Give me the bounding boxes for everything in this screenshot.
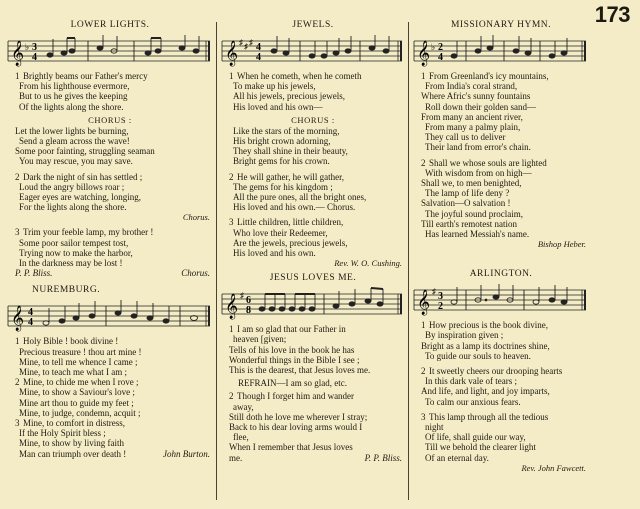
lyric-line: heaven [given; (233, 334, 287, 345)
lyric-line: Till we behold the clearer light (425, 442, 536, 453)
lyric-line: His loved and his own. (233, 248, 316, 259)
lyric-line: Mine, to judge, condemn, acquit ; (19, 407, 141, 418)
lyric-line: Like the stars of the morning, (233, 125, 340, 136)
music-staff (220, 33, 404, 67)
lyric-line: From many an ancient river, (421, 111, 523, 122)
lyric-line: Back to his dear loving arms would I (229, 422, 363, 433)
lyric-line: Mine, to show by living faith (19, 438, 124, 449)
lyric-line: His loved and his own.— Chorus. (233, 202, 356, 213)
lyric-line: Holy Bible ! book divine ! (23, 336, 119, 347)
lyric-line: night (425, 422, 444, 433)
svg-text:2: 2 (438, 301, 443, 313)
chorus-note: Chorus. (181, 268, 210, 279)
svg-text:𝄞: 𝄞 (225, 293, 239, 319)
lyric-line: Tells of his love in the book he has (229, 344, 355, 355)
lyric-line: Send a gleam across the wave! (19, 136, 130, 147)
svg-text:8: 8 (246, 305, 251, 317)
chorus-note: Chorus. (182, 212, 210, 223)
author: John Burton. (163, 448, 210, 459)
svg-text:♯: ♯ (240, 291, 244, 301)
column-divider (408, 22, 409, 500)
lyric-line: Trim your feeble lamp, my brother ! (23, 227, 154, 238)
lyric-line: Mine, to tell me whence I came ; (19, 356, 138, 367)
svg-text:4: 4 (438, 52, 443, 63)
svg-text:4: 4 (32, 52, 37, 63)
lyric-line: Bright gems for his crown. (233, 156, 330, 167)
author: Rev. John Fawcett. (521, 462, 586, 473)
lyric-line: Still doth he love me wherever I stray; (229, 411, 368, 422)
lyric-line: Brightly beams our Father's mercy (23, 71, 148, 81)
music-staff (220, 286, 404, 320)
hymn-title: LOWER LIGHTS. (70, 20, 150, 30)
lyric-line: If the Holy Spirit bless ; (19, 428, 106, 439)
lyric-line: Though I forget him and wander (237, 391, 355, 402)
lyric-line: From his lighthouse evermore, (19, 81, 130, 92)
lyric-line: Some poor fainting, struggling seaman (15, 146, 155, 157)
svg-text:♯: ♯ (432, 287, 436, 297)
lyric-line: It sweetly cheers our drooping hearts (429, 366, 563, 377)
lyric-line: All his jewels, precious jewels, (233, 91, 345, 102)
lyric-line: Who love their Redeemer, (233, 227, 328, 238)
lyric-line: For the lights along the shore. (19, 202, 127, 213)
svg-text:4: 4 (256, 52, 261, 63)
hymn-title: MISSIONARY HYMN. (450, 20, 552, 30)
music-staff (6, 298, 212, 332)
lyric-line: Mine, to chide me when I rove ; (23, 377, 139, 388)
author: Rev. W. O. Cushing. (334, 258, 402, 269)
treble-clef-icon: 𝄞 (11, 40, 25, 65)
lyric-line: From Greenland's icy mountains, (429, 71, 549, 81)
svg-text:𝄞: 𝄞 (225, 40, 239, 65)
lyric-line: To make up his jewels, (233, 81, 316, 92)
chorus-heading: CHORUS : (88, 114, 132, 125)
lyric-line: From many a palmy plain, (425, 122, 521, 133)
lyric-line: His bright crown adorning, (233, 136, 331, 147)
lyric-line: This lamp through all the tedious (429, 411, 549, 422)
lyric-line: Mine, to comfort in distress, (23, 418, 125, 429)
svg-text:3: 3 (32, 42, 37, 53)
lyric-line: The lamp of life deny ? (425, 188, 510, 199)
music-staff (412, 282, 588, 316)
lyric-line: Let the lower lights be burning, (15, 125, 129, 136)
svg-text:𝄞: 𝄞 (11, 305, 25, 331)
lyric-line: flee, (233, 432, 249, 443)
lyric-line: To guide our souls to heaven. (425, 350, 531, 361)
lyric-line: When I remember that Jesus loves (229, 442, 353, 453)
lyric-line: Little children, little children, (237, 217, 344, 228)
lyric-line: Loud the angry billows roar ; (19, 181, 125, 192)
page-number: 173 (594, 2, 630, 27)
lyric-line: Some poor sailor tempest tost, (19, 237, 129, 248)
lyric-line: Eager eyes are watching, longing, (19, 192, 141, 203)
lyric-line: But to us he gives the keeping (19, 91, 128, 102)
chorus-heading: CHORUS : (291, 114, 335, 125)
svg-text:♭: ♭ (25, 42, 30, 52)
svg-text:𝄞: 𝄞 (417, 40, 431, 65)
lyric-line: The gems for his kingdom ; (233, 181, 333, 192)
lyric-line: By inspiration given ; (425, 330, 504, 341)
author: P. P. Bliss. (364, 452, 402, 463)
svg-text:♯: ♯ (239, 38, 243, 47)
lyric-line: When he cometh, when he cometh (237, 71, 362, 81)
lyric-line: Has learned Messiah's name. (425, 229, 530, 240)
column-divider (216, 22, 217, 500)
music-staff (412, 33, 588, 67)
svg-text:3: 3 (438, 291, 443, 303)
svg-text:♯: ♯ (244, 42, 248, 51)
music-staff (6, 33, 212, 67)
hymn-title: JEWELS. (292, 20, 334, 30)
svg-text:♯: ♯ (249, 38, 253, 47)
lyric-line: away, (233, 401, 254, 412)
lyric-line: They call us to deliver (425, 132, 506, 143)
lyric-line: Mine, to show a Saviour's love ; (19, 387, 135, 398)
hymn-title: JESUS LOVES ME. (269, 273, 357, 284)
lyric-line: This is the dearest, that Jesus loves me. (229, 365, 371, 376)
column-2: JEWELS. 𝄞 ♯ ♯ ♯ 4 4 1 When he cometh, when he cometh To make up his jewels, All his jewels, precious jewels, His loved and his own— CHORUS : Like the stars of the morning, His bright crown adorning, They shall shine in their beauty, Bright gems for his crown. 2 He will gather, he will gather, The gems for his kingdom ; All the pure ones, all the bright ones, His loved and his own.— Chorus. 3 Little children, little children, Who love their Redeemer, Are the jewels, precious jewels, His loved and his own. Rev. W. O. Cushing. JESUS LOVES ME. 𝄞 ♯ 6 8 1 I am so glad that our Father in heaven [given; Tells of his love in the book he has Wonderful things in the Bible I see ; This is the dearest, that Jesus loves me. REFRAIN—I am so glad, etc. 2 Though I forget him and wander away, Still doth he love me wherever I stray; Back to his dear loving arms would I flee, When I remember that Jesus loves me. P. P. Bliss. (220, 20, 406, 463)
lyric-line: Their land from error's chain. (425, 142, 531, 153)
lyric-line: You may rescue, you may save. (19, 156, 133, 167)
lyric-line: The joyful sound proclaim, (425, 208, 523, 219)
svg-text:𝄞: 𝄞 (417, 289, 431, 315)
lyric-line: Dark the night of sin has settled ; (23, 171, 143, 182)
lyric-line: Precious treasure ! thou art mine ! (19, 346, 142, 357)
lyric-line: me. (229, 452, 243, 463)
lyric-line: Till earth's remotest nation (421, 218, 518, 229)
column-1: LOWER LIGHTS. 𝄞 ♭ 3 4 1 Brightly beams our Father's mercy From his lighthouse evermore, But to us he gives the keeping Of the lights along the shore. CHORUS : Let the lower lights be burning, Send a gleam across the wave! Some poor fainting, struggling seaman You may rescue, you may save. 2 Dark the night of sin has settled ; Loud the angry billows roar ; Eager eyes are watching, longing, For the lights along the shore. Chorus. 3 Trim your feeble lamp, my brother ! Some poor sailor tempest tost, Trying now to make the harbor, In the darkness may be lost ! P. P. Bliss. Chorus. NUREMBURG. 𝄞 4 4 1 Holy Bible ! book divine ! Precious treasure ! thou art mine ! Mine, to tell me whence I came ; Mine, to teach me what I am ; 2 Mine, to chide me when I rove ; Mine, to show a Saviour's love ; Mine art thou to guide my feet ; Mine, to judge, condemn, acquit ; 3 Mine, to comfort in distress, If the Holy Spirit bless ; Mine, to show by living faith Man can triumph over death ! John Burton. (6, 20, 214, 459)
hymn-title: ARLINGTON. (469, 269, 533, 280)
lyric-line: And life, and light, and joy imparts, (421, 386, 550, 397)
svg-text:♭: ♭ (431, 42, 436, 52)
lyric-line: How precious is the book divine, (429, 320, 548, 331)
lyric-line: In the darkness may be lost ! (19, 258, 123, 269)
lyric-line: Wonderful things in the Bible I see ; (229, 354, 360, 365)
lyric-line: Bright as a lamp its doctrines shine, (421, 340, 550, 351)
lyric-line: In this dark vale of tears ; (425, 376, 517, 387)
author: P. P. Bliss. (15, 268, 53, 279)
svg-text:4: 4 (256, 42, 261, 53)
lyric-line: His loved and his own— (233, 101, 323, 112)
lyric-line: Shall we, to men benighted, (421, 178, 522, 189)
lyric-line: They shall shine in their beauty, (233, 146, 348, 157)
svg-text:6: 6 (246, 295, 251, 307)
lyric-line: Shall we whose souls are lighted (429, 157, 547, 168)
svg-text:4: 4 (28, 307, 33, 319)
lyric-line: Where Afric's sunny fountains (421, 91, 531, 102)
lyric-line: Of life, shall guide our way, (425, 432, 526, 443)
svg-text:4: 4 (28, 317, 33, 329)
lyric-line: Roll down their golden sand— (425, 101, 536, 112)
lyric-line: With wisdom from on high— (425, 167, 532, 178)
lyric-line: He will gather, he will gather, (237, 171, 344, 182)
lyric-line: Trying now to make the harbor, (19, 247, 133, 258)
lyric-line: From India's coral strand, (425, 81, 518, 92)
lyric-line: Man can triumph over death ! (19, 448, 127, 459)
lyric-line: I am so glad that our Father in (237, 324, 346, 335)
lyric-line: Of the lights along the shore. (19, 101, 124, 112)
refrain-line: REFRAIN—I am so glad, etc. (238, 378, 347, 389)
lyric-line: Mine art thou to guide my feet ; (19, 397, 134, 408)
svg-text:2: 2 (438, 42, 443, 53)
lyric-line: To calm our anxious fears. (425, 396, 521, 407)
column-3: MISSIONARY HYMN. 𝄞 ♭ 2 4 1 From Greenland's icy mountains, From India's coral strand, Where Afric's sunny fountains Roll down their golden sand— From many an ancient river, From many a palmy plain, They call us to deliver Their land from error's chain. 2 Shall we whose souls are lighted With wisdom from on high— Shall we, to men benighted, The lamp of life deny ? Salvation—O salvation ! The joyful sound proclaim, Till earth's remotest nation Has learned Messiah's name. Bishop Heber. ARLINGTON. 𝄞 ♯ 3 2 1 How precious is the book divine, By inspiration given ; Bright as a lamp its doctrines shine, To guide our souls to heaven. 2 It sweetly cheers our drooping hearts In this dark vale of tears ; And life, and light, and joy imparts, To calm our anxious fears. 3 This lamp through all the tedious night Of life, shall guide our way, Till we behold the clearer light Of an eternal day. Rev. John Fawcett. (412, 20, 590, 473)
lyric-line: Salvation—O salvation ! (421, 198, 511, 209)
lyric-line: All the pure ones, all the bright ones, (233, 192, 367, 203)
lyric-line: Mine, to teach me what I am ; (19, 367, 127, 378)
lyric-line: Of an eternal day. (425, 452, 489, 463)
author: Bishop Heber. (537, 239, 586, 250)
hymn-title: NUREMBURG. (32, 285, 101, 296)
lyric-line: Are the jewels, precious jewels, (233, 237, 348, 248)
